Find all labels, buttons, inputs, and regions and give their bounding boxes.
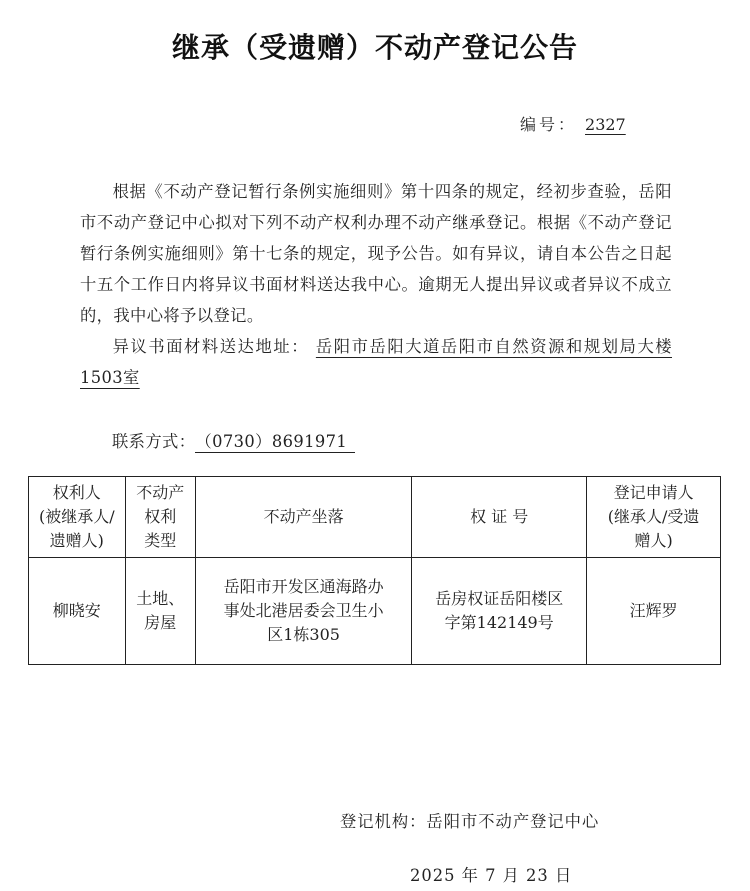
header-right-holder: 权利人 (被继承人/ 遗赠人): [29, 477, 126, 558]
page-title: 继承（受遗赠）不动产登记公告: [171, 31, 578, 64]
announcement-date: 2025 年 7 月 23 日: [410, 866, 573, 885]
objection-address-value: 岳阳市岳阳大道岳阳市自然资源和规划局大楼1503室: [80, 337, 672, 387]
contact-info: [112, 428, 355, 453]
document-number: [520, 112, 626, 135]
cell-right-type: 土地、 房屋: [125, 558, 195, 665]
authority-label: 登记机构：: [340, 812, 427, 831]
objection-address-label: 异议书面材料送达地址：: [112, 337, 310, 356]
cell-applicant: 汪辉罗: [587, 558, 721, 665]
registration-authority: [340, 808, 599, 832]
announcement-paragraph: 根据《不动产登记暂行条例实施细则》第十四条的规定，经初步查验，岳阳市不动产登记中心拟对下列不动产权利办理不动产继承登记。根据《不动产登记暂行条例实施细则》第十七条的规定，现予公告。如有异议，请自本公告之日起十五个工作日内将异议书面材料送达我中心。逾期无人提出异议或者异议不成立的，我中心将予以登记。: [80, 182, 672, 325]
contact-value: （0730）8691971: [195, 432, 355, 453]
cell-location: 岳阳市开发区通海路办 事处北港居委会卫生小 区1栋305: [195, 558, 411, 665]
header-certificate-number: 权 证 号: [412, 477, 587, 558]
document-number-value: 2327: [585, 115, 626, 134]
property-rights-table: [28, 476, 721, 665]
table-row: [29, 558, 721, 665]
document-number-label: 编号：: [520, 115, 578, 134]
cell-certificate-number: 岳房权证岳阳楼区 字第142149号: [412, 558, 587, 665]
header-location: 不动产坐落: [195, 477, 411, 558]
objection-address: [80, 331, 672, 393]
cell-right-holder: 柳晓安: [29, 558, 126, 665]
announcement-body: [80, 176, 672, 393]
contact-label: 联系方式：: [112, 432, 196, 451]
authority-name: 岳阳市不动产登记中心: [426, 812, 600, 831]
header-applicant: 登记申请人 (继承人/受遗 赠人): [587, 477, 721, 558]
table-header-row: [29, 477, 721, 558]
header-right-type: 不动产 权利 类型: [125, 477, 195, 558]
